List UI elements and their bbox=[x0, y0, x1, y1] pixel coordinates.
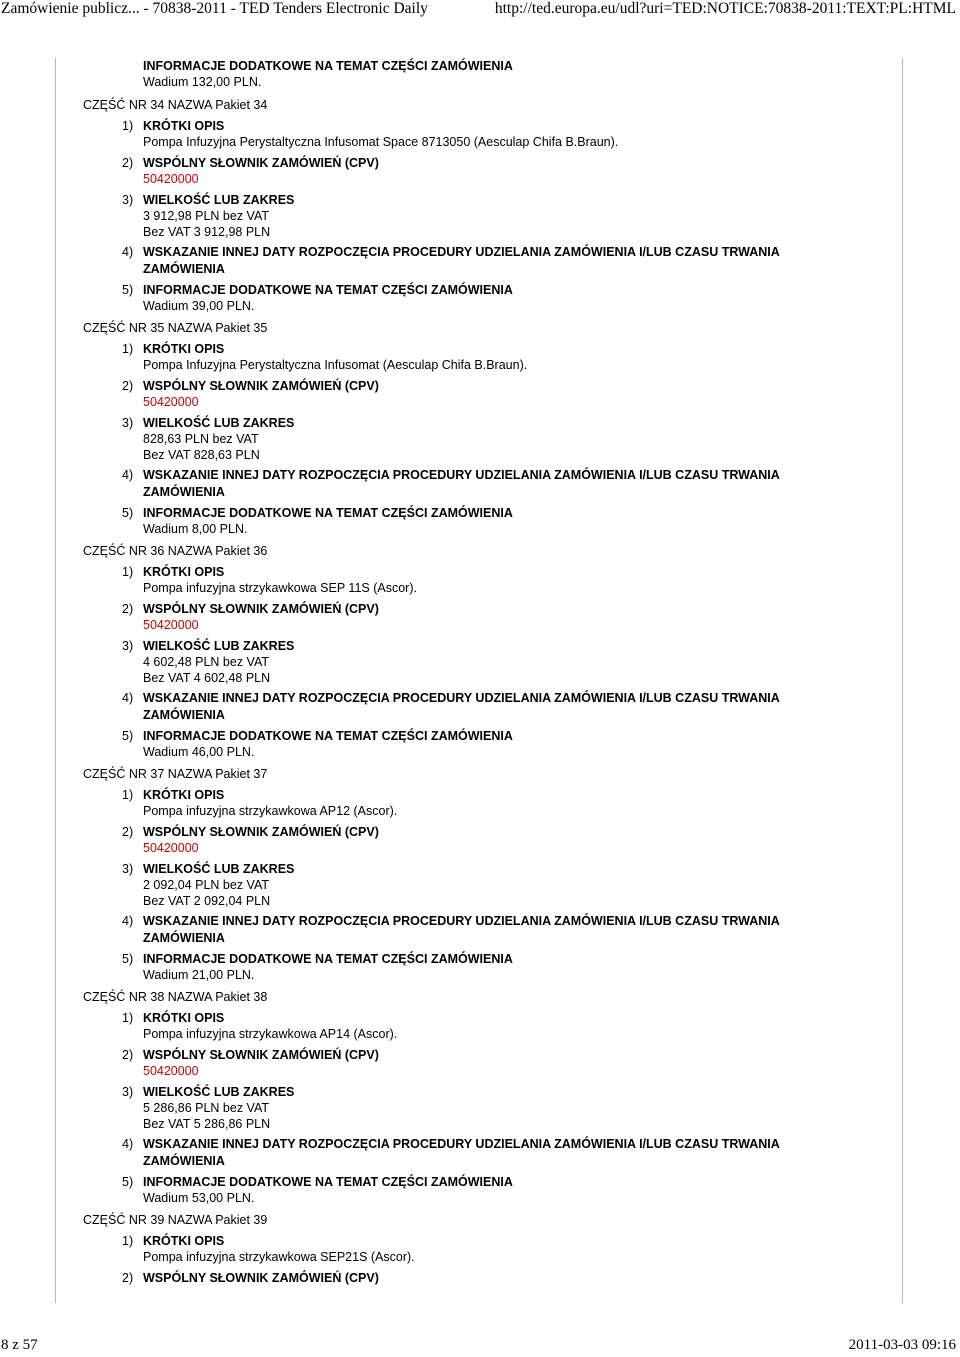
lot-description: Pompa infuzyjna strzykawkowa AP12 (Ascor). bbox=[143, 804, 398, 818]
duration-label-cont: ZAMÓWIENIA bbox=[143, 1154, 225, 1168]
quantity-value: 5 286,86 PLN bez VAT bbox=[143, 1101, 270, 1115]
cpv-label: WSPÓLNY SŁOWNIK ZAMÓWIEŃ (CPV) bbox=[143, 825, 379, 839]
duration-label-cont: ZAMÓWIENIA bbox=[143, 262, 225, 276]
item-number: 3) bbox=[122, 862, 134, 876]
item-number: 1) bbox=[122, 565, 134, 579]
item-number: 2) bbox=[122, 1048, 134, 1062]
print-footer bbox=[0, 1337, 960, 1357]
lot-heading: CZĘŚĆ NR 39 NAZWA Pakiet 39 bbox=[83, 1213, 268, 1227]
lot-description: Pompa Infuzyjna Perystaltyczna Infusomat Space 8713050 (Aesculap Chifa B.Braun). bbox=[143, 135, 619, 149]
item-number: 1) bbox=[122, 342, 134, 356]
quantity-label: WIELKOŚĆ LUB ZAKRES bbox=[143, 1085, 295, 1099]
item-number: 2) bbox=[122, 602, 134, 616]
item-number: 3) bbox=[122, 1085, 134, 1099]
print-header bbox=[0, 0, 960, 22]
item-number: 1) bbox=[122, 788, 134, 802]
short-description-label: KRÓTKI OPIS bbox=[143, 1011, 225, 1025]
cpv-label: WSPÓLNY SŁOWNIK ZAMÓWIEŃ (CPV) bbox=[143, 602, 379, 616]
additional-info-value: Wadium 46,00 PLN. bbox=[143, 745, 255, 759]
lot-description: Pompa infuzyjna strzykawkowa AP14 (Ascor). bbox=[143, 1027, 398, 1041]
item-number: 5) bbox=[122, 952, 134, 966]
item-number: 2) bbox=[122, 825, 134, 839]
additional-info-label: INFORMACJE DODATKOWE NA TEMAT CZĘŚCI ZAMÓWIENIA bbox=[143, 283, 513, 297]
item-number: 1) bbox=[122, 1011, 134, 1025]
item-number: 5) bbox=[122, 1175, 134, 1189]
page-title: Zamówienie publicz... - 70838-2011 - TED Tenders Electronic Daily bbox=[1, 0, 428, 17]
quantity-value: 4 602,48 PLN bez VAT bbox=[143, 655, 270, 669]
duration-label: WSKAZANIE INNEJ DATY ROZPOCZĘCIA PROCEDURY UDZIELANIA ZAMÓWIENIA I/LUB CZASU TRWANIA bbox=[143, 914, 780, 928]
additional-info-value: Wadium 8,00 PLN. bbox=[143, 522, 248, 536]
lot-heading: CZĘŚĆ NR 36 NAZWA Pakiet 36 bbox=[83, 544, 268, 558]
cpv-label: WSPÓLNY SŁOWNIK ZAMÓWIEŃ (CPV) bbox=[143, 1048, 379, 1062]
item-number: 1) bbox=[122, 1234, 134, 1248]
print-datetime: 2011-03-03 09:16 bbox=[848, 1337, 956, 1353]
content-frame-left-border bbox=[55, 58, 56, 1303]
short-description-label: KRÓTKI OPIS bbox=[143, 119, 225, 133]
duration-label-cont: ZAMÓWIENIA bbox=[143, 931, 225, 945]
item-number: 5) bbox=[122, 729, 134, 743]
additional-info-value: Wadium 53,00 PLN. bbox=[143, 1191, 255, 1205]
lot-heading: CZĘŚĆ NR 34 NAZWA Pakiet 34 bbox=[83, 98, 268, 112]
quantity-value-alt: Bez VAT 5 286,86 PLN bbox=[143, 1117, 271, 1131]
duration-label: WSKAZANIE INNEJ DATY ROZPOCZĘCIA PROCEDURY UDZIELANIA ZAMÓWIENIA I/LUB CZASU TRWANIA bbox=[143, 245, 780, 259]
lot-description: Pompa Infuzyjna Perystaltyczna Infusomat (Aesculap Chifa B.Braun). bbox=[143, 358, 528, 372]
lot-heading: CZĘŚĆ NR 37 NAZWA Pakiet 37 bbox=[83, 767, 268, 781]
duration-label-cont: ZAMÓWIENIA bbox=[143, 708, 225, 722]
additional-info-label: INFORMACJE DODATKOWE NA TEMAT CZĘŚCI ZAMÓWIENIA bbox=[143, 729, 513, 743]
additional-info-label: INFORMACJE DODATKOWE NA TEMAT CZĘŚCI ZAMÓWIENIA bbox=[143, 952, 513, 966]
quantity-label: WIELKOŚĆ LUB ZAKRES bbox=[143, 416, 295, 430]
cpv-label: WSPÓLNY SŁOWNIK ZAMÓWIEŃ (CPV) bbox=[143, 379, 379, 393]
duration-label-cont: ZAMÓWIENIA bbox=[143, 485, 225, 499]
cpv-label: WSPÓLNY SŁOWNIK ZAMÓWIEŃ (CPV) bbox=[143, 1271, 379, 1285]
item-number: 2) bbox=[122, 379, 134, 393]
quantity-value-alt: Bez VAT 2 092,04 PLN bbox=[143, 894, 271, 908]
lot-description: Pompa infuzyjna strzykawkowa SEP21S (Ascor). bbox=[143, 1250, 415, 1264]
item-number: 5) bbox=[122, 283, 134, 297]
quantity-label: WIELKOŚĆ LUB ZAKRES bbox=[143, 639, 295, 653]
duration-label: WSKAZANIE INNEJ DATY ROZPOCZĘCIA PROCEDURY UDZIELANIA ZAMÓWIENIA I/LUB CZASU TRWANIA bbox=[143, 691, 780, 705]
quantity-value: 2 092,04 PLN bez VAT bbox=[143, 878, 270, 892]
duration-label: WSKAZANIE INNEJ DATY ROZPOCZĘCIA PROCEDURY UDZIELANIA ZAMÓWIENIA I/LUB CZASU TRWANIA bbox=[143, 1137, 780, 1151]
item-number: 4) bbox=[122, 1137, 134, 1151]
quantity-value-alt: Bez VAT 3 912,98 PLN bbox=[143, 225, 271, 239]
short-description-label: KRÓTKI OPIS bbox=[143, 1234, 225, 1248]
additional-info-label: INFORMACJE DODATKOWE NA TEMAT CZĘŚCI ZAMÓWIENIA bbox=[143, 506, 513, 520]
cpv-code: 50420000 bbox=[143, 172, 199, 186]
item-number: 4) bbox=[122, 691, 134, 705]
item-number: 2) bbox=[122, 156, 134, 170]
item-number: 3) bbox=[122, 639, 134, 653]
cpv-code: 50420000 bbox=[143, 395, 199, 409]
item-number: 3) bbox=[122, 193, 134, 207]
item-number: 5) bbox=[122, 506, 134, 520]
additional-info-value: Wadium 39,00 PLN. bbox=[143, 299, 255, 313]
lot-heading: CZĘŚĆ NR 35 NAZWA Pakiet 35 bbox=[83, 321, 268, 335]
intro-additional-info-title: INFORMACJE DODATKOWE NA TEMAT CZĘŚCI ZAMÓWIENIA bbox=[143, 59, 513, 73]
item-number: 3) bbox=[122, 416, 134, 430]
cpv-code: 50420000 bbox=[143, 1064, 199, 1078]
quantity-label: WIELKOŚĆ LUB ZAKRES bbox=[143, 862, 295, 876]
quantity-value: 3 912,98 PLN bez VAT bbox=[143, 209, 270, 223]
quantity-value: 828,63 PLN bez VAT bbox=[143, 432, 259, 446]
duration-label: WSKAZANIE INNEJ DATY ROZPOCZĘCIA PROCEDURY UDZIELANIA ZAMÓWIENIA I/LUB CZASU TRWANIA bbox=[143, 468, 780, 482]
page-url: http://ted.europa.eu/udl?uri=TED:NOTICE:70838-2011:TEXT:PL:HTML bbox=[494, 0, 956, 17]
lot-heading: CZĘŚĆ NR 38 NAZWA Pakiet 38 bbox=[83, 990, 268, 1004]
cpv-code: 50420000 bbox=[143, 618, 199, 632]
item-number: 4) bbox=[122, 914, 134, 928]
item-number: 2) bbox=[122, 1271, 134, 1285]
lot-description: Pompa infuzyjna strzykawkowa SEP 11S (Ascor). bbox=[143, 581, 417, 595]
quantity-value-alt: Bez VAT 4 602,48 PLN bbox=[143, 671, 271, 685]
quantity-value-alt: Bez VAT 828,63 PLN bbox=[143, 448, 260, 462]
short-description-label: KRÓTKI OPIS bbox=[143, 788, 225, 802]
cpv-label: WSPÓLNY SŁOWNIK ZAMÓWIEŃ (CPV) bbox=[143, 156, 379, 170]
page-number: 8 z 57 bbox=[1, 1337, 38, 1353]
additional-info-value: Wadium 21,00 PLN. bbox=[143, 968, 255, 982]
content-frame-right-border bbox=[902, 58, 903, 1303]
cpv-code: 50420000 bbox=[143, 841, 199, 855]
short-description-label: KRÓTKI OPIS bbox=[143, 565, 225, 579]
short-description-label: KRÓTKI OPIS bbox=[143, 342, 225, 356]
intro-additional-info-value: Wadium 132,00 PLN. bbox=[143, 75, 262, 89]
item-number: 1) bbox=[122, 119, 134, 133]
quantity-label: WIELKOŚĆ LUB ZAKRES bbox=[143, 193, 295, 207]
item-number: 4) bbox=[122, 468, 134, 482]
additional-info-label: INFORMACJE DODATKOWE NA TEMAT CZĘŚCI ZAMÓWIENIA bbox=[143, 1175, 513, 1189]
item-number: 4) bbox=[122, 245, 134, 259]
